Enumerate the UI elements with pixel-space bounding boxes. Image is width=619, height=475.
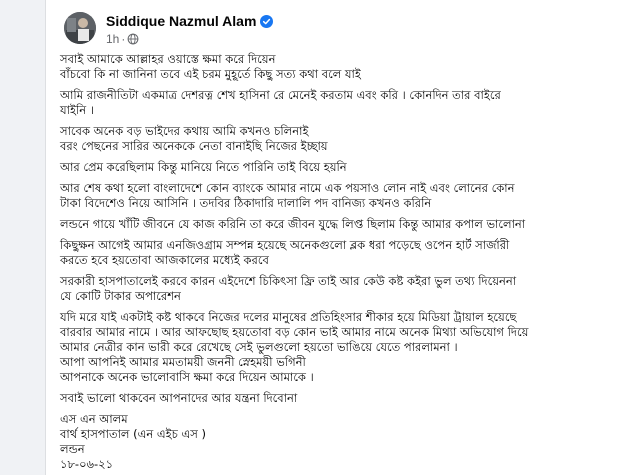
post-line: যাইনি । xyxy=(60,103,94,117)
post-line: সবাই ভালো থাকবেন আপনাদের আর যন্ত্রনা দিবোনা xyxy=(60,391,298,405)
post-paragraph xyxy=(60,391,608,406)
post-card xyxy=(45,0,619,475)
post-line: কিছুক্ষন আগেই আমার এনজিওগ্রাম সম্পন্ন হয়েছে অনেকগুলো ব্লক ধরা পড়েছে ওপেন হার্ট সার্জারী xyxy=(60,238,510,252)
post-line: আর প্রেম করেছিলাম কিন্তু মানিয়ে নিতে পারিনি তাই বিয়ে হয়নি xyxy=(60,160,347,174)
post-line: সাবেক অনেক বড় ভাইদের কথায় আমি কখনও চলিনাই xyxy=(60,124,309,138)
author-name-text[interactable]: Siddique Nazmul Alam xyxy=(106,13,257,29)
post-line: যদি মরে যাই একটাই কষ্ট থাকবে নিজের দলের মানুষের প্রতিহিংসার শীকার হয়ে মিডিয়া ট্রায়াল হয়েছে xyxy=(60,310,517,324)
post-paragraph xyxy=(60,412,608,472)
post-meta xyxy=(106,32,139,48)
post-paragraph xyxy=(60,310,608,385)
post-line: যে কোটি টাকার অপারেশন xyxy=(60,289,181,303)
post-line: বার্থ হাসপাতাল (এন এইচ এস ) xyxy=(60,427,206,441)
post-time[interactable]: 1h xyxy=(106,32,120,46)
post-line: আপনাকে অনেক ভালোবাসি ক্ষমা করে দিয়েন আমাকে । xyxy=(60,370,314,384)
verified-badge-icon xyxy=(260,15,273,31)
post-paragraph xyxy=(60,217,608,232)
meta-separator: · xyxy=(121,32,126,46)
post-header xyxy=(64,12,604,48)
post-line: সবাই আমাকে আল্লাহর ওয়াস্তে ক্ষমা করে দিয়েন xyxy=(60,52,276,66)
post-paragraph xyxy=(60,88,608,118)
post-line: বাঁচবো কি না জানিনা তবে এই চরম মুহূর্তে কিছু সত্য কথা বলে যাই xyxy=(60,67,361,81)
post-paragraph xyxy=(60,238,608,268)
globe-icon[interactable] xyxy=(127,33,139,48)
post-paragraph xyxy=(60,160,608,175)
post-paragraph xyxy=(60,124,608,154)
post-line: আর শেষ কথা হলো বাংলাদেশে কোন ব্যাংকে আমার নামে এক পয়সাও লোন নাই এবং লোনের কোন xyxy=(60,181,515,195)
post-paragraph xyxy=(60,274,608,304)
post-paragraph xyxy=(60,52,608,82)
post-text xyxy=(60,52,608,472)
post-line: এস এন আলম xyxy=(60,412,128,426)
author-name[interactable] xyxy=(106,13,273,31)
avatar-image xyxy=(64,12,96,44)
post-line: বারবার আমার নামে । আর আফছোছ হয়তোবা বড় কোন ভাই আমার নামে অনেক মিথ্যা অভিযোগ দিয়ে xyxy=(60,325,529,339)
post-line: লন্ডনে গায়ে খাঁটি জীবনে যে কাজ করিনি তা করে জীবন যুদ্ধে লিপ্ত ছিলাম কিন্তু আমার কপাল ভালোনা xyxy=(60,217,526,231)
post-line: টাকা বিদেশেও নিয়ে আসিনি । তদবির ঠিকাদারি দালালি পদ বানিজ্য কখনও করিনি xyxy=(60,196,432,210)
post-line: আপা আপনিই আমার মমতাময়ী জননী স্নেহময়ী ভগিনী xyxy=(60,355,306,369)
post-line: বরং পেছনের সারির অনেককে নেতা বানাইছি নিজের ইচ্ছায় xyxy=(60,139,328,153)
post-line: ১৮-০৬-২১ xyxy=(60,457,114,471)
avatar[interactable] xyxy=(64,12,96,44)
post-line: করতে হবে হয়তোবা আজকালের মধ্যেই করবে xyxy=(60,253,269,267)
post-line: আমার নেত্রীর কান ভারী করে রেখেছে সেই ভুলগুলো হয়তো ভাঙিয়ে যেতে পারলামনা । xyxy=(60,340,458,354)
post-paragraph xyxy=(60,181,608,211)
post-line: আমি রাজনীতিটা একমাত্র দেশরত্ন শেখ হাসিনা রে মেনেই করতাম এবং করি । কোনদিন তার বাইরে xyxy=(60,88,501,102)
post-line: সরকারী হাসপাতালেই করবে কারন এইদেশে চিকিৎসা ফ্রি তাই আর কেউ কষ্ট কইরা ভুল তথ্য দিয়েননা xyxy=(60,274,517,288)
post-line: লন্ডন xyxy=(60,442,85,456)
